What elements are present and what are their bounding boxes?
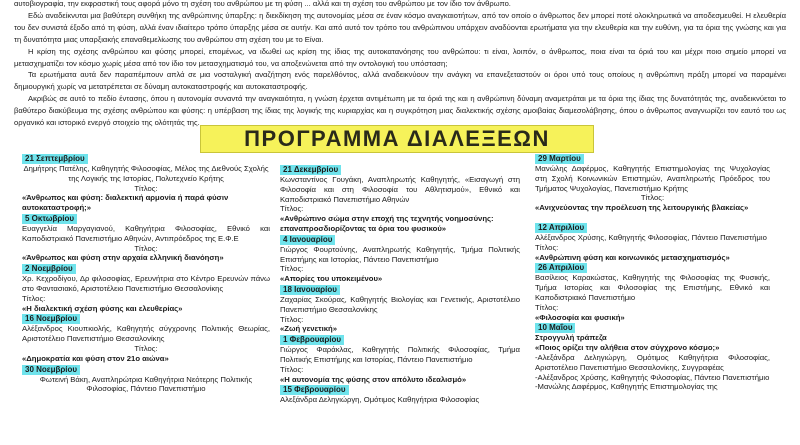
lecture-entry	[22, 213, 270, 263]
lecture-title-label: Τίτλος:	[280, 264, 304, 274]
lecture-entry	[280, 284, 520, 334]
lecture-date: 1 Φεβρουαρίου	[280, 335, 344, 345]
lecture-date: 26 Απριλίου	[535, 263, 587, 273]
lecture-date: 10 Μαΐου	[535, 323, 575, 333]
lecture-title-label: Τίτλος:	[280, 364, 304, 374]
lecture-entry	[535, 153, 770, 213]
lecture-speaker: Δημήτρης Πατέλης, Καθηγητής Φιλοσοφίας, Μέλος της Διεθνούς Σχολής της Λογικής της Ιστορίας, Πολυτεχνείο Κρήτης	[23, 164, 269, 183]
lecture-date: 18 Ιανουαρίου	[280, 285, 340, 295]
lecture-entry	[22, 153, 270, 213]
lecture-date: 30 Νοεμβρίου	[22, 365, 80, 375]
lecture-date: 12 Απριλίου	[535, 223, 587, 233]
program-title: ΠΡΟΓΡΑΜΜΑ ΔΙΑΛΕΞΕΩΝ	[244, 126, 550, 151]
lecture-title-label: Τίτλος:	[22, 293, 46, 303]
round-table-participant: -Αλέξανδρος Χρύσης, Καθηγητής Φιλοσοφίας, Πάντειο Πανεπιστήμιο	[535, 372, 770, 382]
lecture-title-label: Τίτλος:	[280, 204, 304, 214]
lecture-entry	[535, 262, 770, 322]
lecture-speaker: Αλέξανδρος Χρύσης, Καθηγητής Φιλοσοφίας, Πάντειο Πανεπιστήμιο	[535, 232, 767, 242]
lecture-title-label: Τίτλος:	[640, 193, 665, 203]
lecture-entry	[280, 164, 520, 234]
lecture-column-3	[535, 153, 770, 392]
intro-paragraph: αυτοβιογραφία, την εκφραστική τους αφορά μόνο τη σχέση του ανθρώπου με τη φύση ... αλλά και τη σχέση του ανθρώπου με τον ίδιο τον άνθρωπο.	[14, 0, 511, 8]
lecture-speaker: Αλεξάνδρα Δεληγιώργη, Ομότιμος Καθηγήτρια Φιλοσοφίας	[280, 395, 480, 405]
intro-paragraph: Η κρίση της σχέσης ανθρώπου και φύσης μπορεί, επομένως, να ιδωθεί ως κρίση της ίδιας της αυτοκατανόησης του ανθρώπου: τι είναι, λοιπόν, ο άνθρωπος, ποια είναι τα όριά του και μέχρι ποιο σημείο μπορεί να μετασχηματίζει τον κόσμο χωρίς μέσα από τον ίδιο τον μετασχηματισμό του, να αποξενώνεται από την οντολογική του υπόσταση;	[14, 46, 786, 68]
lecture-entry	[22, 364, 270, 395]
lecture-title: «Άνθρωπος και φύση στην αρχαία ελληνική διανόηση»	[22, 253, 224, 263]
lecture-speaker: Μανώλης Δαφέρμος, Καθηγητής Επιστημολογίας της Ψυχολογίας στη Σχολή Κοινωνικών Επιστημών, Αναπληρωτής Πρόεδρος του Τμήματος Ψυχολογίας, Πανεπιστήμιο Κρήτης	[535, 164, 770, 193]
program-banner	[200, 125, 594, 153]
lecture-date: 16 Νοεμβρίου	[22, 314, 80, 324]
lecture-title-label: Τίτλος:	[535, 302, 559, 312]
lecture-entry	[535, 222, 770, 262]
lecture-speaker: Αλέξανδρος Κιουπκιολής, Καθηγητής σύγχρονης Πολιτικής Θεωρίας, Αριστοτέλειο Πανεπιστήμιο Θεσσαλονίκης	[22, 324, 270, 344]
round-table-title: «Ποιος ορίζει την αλήθεια στον σύγχρονο κόσμο;»	[535, 343, 720, 353]
lecture-entry	[280, 384, 520, 405]
lecture-date: 4 Ιανουαρίου	[280, 235, 335, 245]
lecture-date: 2 Νοεμβρίου	[22, 264, 76, 274]
lecture-speaker: Ευαγγελία Μαργαγιανού, Καθηγήτρια Φιλοσοφίας, Εθνικό και Καποδιστριακό Πανεπιστήμιο Αθηνών, Αντιπρόεδρος της Ε.Φ.Ε	[22, 223, 270, 243]
lecture-title-label: Τίτλος:	[134, 183, 158, 193]
lecture-entry	[22, 263, 270, 313]
lecture-title: «Η διαλεκτική σχέση φύσης και ελευθερίας»	[22, 303, 183, 313]
lecture-title: «Φιλοσοφία και φυσική»	[535, 312, 625, 322]
lecture-date: 29 Μαρτίου	[535, 154, 584, 164]
round-table-label: Στρογγυλή τράπεζα	[535, 333, 607, 343]
intro-paragraph: Εδώ αναδείκνυται μια βαθύτερη συνθήκη της ανθρώπινης ύπαρξης: η διεκδίκηση της αυτονομίας μέσα σε έναν κόσμο αναγκαιοτήτων, από τον οποίο ο άνθρωπος δεν μπορεί ποτέ ολοκληρωτικά να αποδεσμευθεί. Η ελευθερία του δεν συνιστά έξοδο από τη φύση, αλλά έναν ιδιαίτερο τρόπο ύπαρξης μέσα σε αυτήν. Και από αυτό τον τρόπο του ανθρώπινου υπάρχειν αναδύονται ερωτήματα για την ελευθερία και την ευθύνη, για τα όρια της γνώσης και για τη δυνατότητα μιας υπαρξιακής επαναθεμελίωσης του ανθρώπου στη σχέση του με το Είναι.	[14, 10, 786, 44]
lecture-date: 15 Φεβρουαρίου	[280, 385, 349, 395]
round-table-participant: -Αλεξάνδρα Δεληγιώργη, Ομότιμος Καθηγήτρια Φιλοσοφίας, Αριστοτέλειο Πανεπιστήμιο Θεσσαλονίκης, Συγγραφέας	[535, 352, 770, 372]
lecture-title: «Ζωή γενετική»	[280, 324, 337, 334]
lecture-column-2	[280, 164, 520, 405]
lecture-title: «Ανθρώπινο σώμα στην εποχή της τεχνητής νοημοσύνης: επαναπροσδιορίζοντας τα όρια του φυσικού»	[280, 214, 494, 233]
lecture-speaker: Κωνσταντίνος Γουγάκη, Αναπληρωτής Καθηγητής, «Εισαγωγή στη Φιλοσοφία και στη Φιλοσοφία του Αθλητισμού», Εθνικό και Καποδιστριακό Πανεπιστήμιο Αθηνών	[280, 175, 520, 204]
lecture-speaker: Γιώργος Φουρτούνης, Αναπληρωτής Καθηγητής, Τμήμα Πολιτικής Επιστήμης και Ιστορίας, Πάντειο Πανεπιστήμιο	[280, 244, 520, 264]
lecture-title-label: Τίτλος:	[535, 242, 559, 252]
lecture-speaker: Γιώργος Φαράκλας, Καθηγητής Πολιτικής Φιλοσοφίας, Τμήμα Πολιτικής Επιστήμης και Ιστορίας, Πάντειο Πανεπιστήμιο	[280, 345, 520, 364]
lecture-title-label: Τίτλος:	[134, 243, 158, 253]
round-table-entry	[535, 322, 770, 392]
lecture-column-1	[22, 153, 270, 394]
lecture-title: «Ανθρώπινη φύση και κοινωνικός μετασχηματισμός»	[535, 252, 730, 262]
lecture-title: «Δημοκρατία και φύση στον 21ο αιώνα»	[22, 353, 169, 363]
lecture-title: «Η αυτονομία της φύσης στον απόλυτο ιδεαλισμό»	[280, 374, 467, 384]
lecture-date: 21 Σεπτεμβρίου	[22, 154, 88, 164]
intro-paragraph: Ακριβώς σε αυτό το πεδίο έντασης, όπου η αυτονομία συναντά την αναγκαιότητα, η γνώση έρχεται αντιμέτωπη με τα όριά της και η ανθρώπινη δύναμη αναμετράται με τα όρια της ίδιας της δυνατότητάς της, αναδεικνύεται το βαθύτερο διακύβευμα της σχέσης ανθρώπου και φύσης: η υπέρβαση της ίδιας της λογικής της κυριαρχίας και η συγκρότηση μιας διαλεκτικής σχέσης αμοιβαίας διαμεσολάβησης, όπου ο άνθρωπος αναγνωρίζει τον εαυτό του ως οργανικό και ιστορικό ενεργό στοιχείο της ολότητάς της.	[14, 94, 786, 128]
lecture-speaker: Φωτεινή Βάκη, Αναπληρώτρια Καθηγήτρια Νεότερης Πολιτικής Φιλοσοφίας, Πάντειο Πανεπιστήμιο	[39, 374, 253, 394]
lecture-date: 21 Δεκεμβρίου	[280, 165, 341, 175]
lecture-title: «Απορίες του υποκειμένου»	[280, 274, 383, 284]
lecture-entry	[280, 334, 520, 384]
introduction-text	[14, 0, 786, 129]
round-table-participant: -Μανώλης Δαφέρμος, Καθηγητής Επιστημολογίας της	[535, 382, 718, 392]
lecture-speaker: Βασίλειος Καρακώστας, Καθηγητής της Φιλοσοφίας της Φυσικής, Τμήμα Ιστορίας και Φιλοσοφίας της Επιστήμης, Εθνικό και Καποδιστριακό Πανεπιστήμιο	[535, 273, 770, 302]
lecture-speaker: Ζαχαρίας Σκούρας, Καθηγητής Βιολογίας και Γενετικής, Αριστοτέλειο Πανεπιστήμιο Θεσσαλονίκης	[280, 294, 520, 314]
lecture-title: «Άνθρωπος και φύση: διαλεκτική αρμονία ή παρά φύσιν αυτοκαταστροφή;»	[22, 193, 229, 213]
intro-paragraph: Τα ερωτήματα αυτά δεν παραπέμπουν απλά σε μια νοσταλγική αναζήτηση ενός παρελθόντος, αλλά αναδεικνύουν την ανάγκη να επανεξεταστούν οι όροι υπό τους οποίους η ανθρώπινη πράξη μπορεί να παραμένει δημιουργική χωρίς να μετατρέπεται σε δύναμη αυτοκαταστροφής και αυτοκαταστροφής.	[14, 70, 786, 92]
lecture-title-label: Τίτλος:	[134, 343, 158, 353]
lecture-title-label: Τίτλος:	[280, 314, 304, 324]
lecture-entry	[22, 313, 270, 363]
lecture-date: 5 Οκτωβρίου	[22, 214, 77, 224]
lecture-entry	[280, 234, 520, 284]
lecture-speaker: Χρ. Κεχροδίγου, Δρ φιλοσοφίας, Ερευνήτρια στο Κέντρο Ερευνών πάνω στο Φαντασιακό, Αριστοτέλειο Πανεπιστήμιο Θεσσαλονίκης	[22, 274, 270, 293]
lecture-title: «Ανιχνεύοντας την προέλευση της λειτουργικής βλακείας»	[535, 203, 749, 213]
